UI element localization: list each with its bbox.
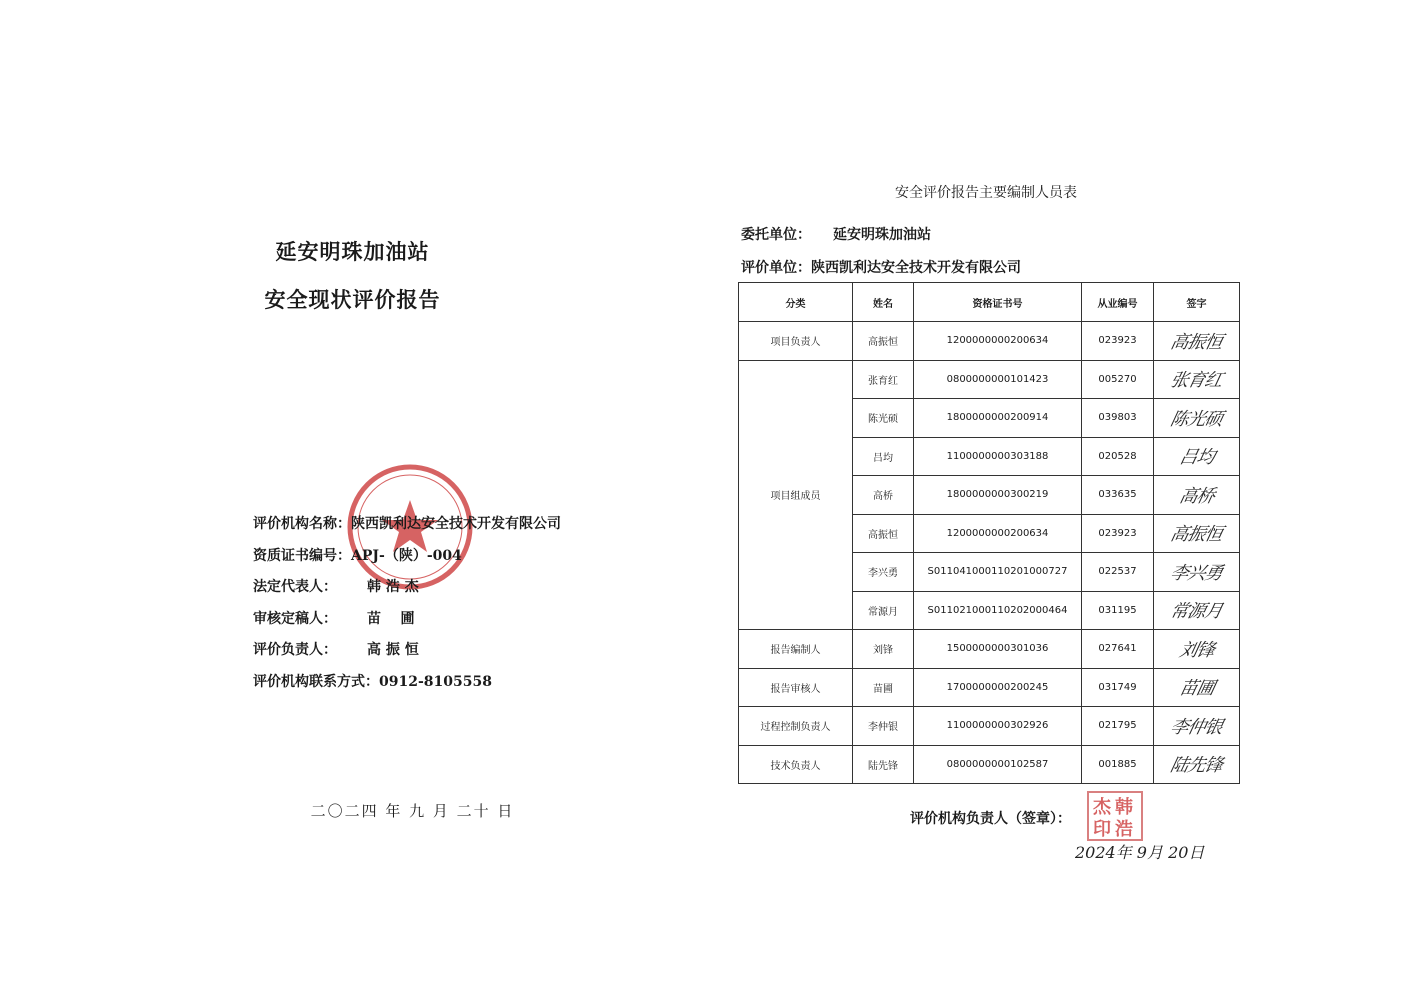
cert-cell: S011021000110202000464 (914, 591, 1082, 630)
handwritten-signature: 高桥 (1176, 485, 1216, 507)
table-row (739, 360, 1240, 399)
signature-cell (1154, 514, 1240, 553)
cover-page (0, 0, 705, 1001)
staff-table (738, 282, 1240, 784)
cert-cell: 1100000000303188 (914, 437, 1082, 476)
signature-cell (1154, 630, 1240, 669)
name-cell: 高桥 (853, 476, 914, 515)
table-row (739, 630, 1240, 669)
handwritten-signature: 苗圃 (1176, 678, 1216, 700)
signature-cell (1154, 668, 1240, 707)
cert-cell: 1200000000200634 (914, 322, 1082, 361)
cert-cell: 1700000000200245 (914, 668, 1082, 707)
org-info (253, 514, 561, 703)
handwritten-signature: 刘锋 (1176, 639, 1216, 661)
practice-no-cell: 031749 (1082, 668, 1154, 707)
name-cell: 常源月 (853, 591, 914, 630)
handwritten-signature: 张育红 (1168, 370, 1224, 392)
cert-cell: S011041000110201000727 (914, 553, 1082, 592)
evaluation-unit: 评价单位：陕西凯利达安全技术开发有限公司 (741, 260, 1021, 276)
table-header-row (739, 283, 1240, 322)
handwritten-signature: 李兴勇 (1168, 562, 1224, 584)
signature-cell (1154, 707, 1240, 746)
header-name: 姓名 (853, 283, 914, 322)
name-cell: 陆先锋 (853, 745, 914, 784)
info-legal-rep: 法定代表人： 韩 浩 杰 (253, 579, 419, 595)
name-cell: 张育红 (853, 360, 914, 399)
header-category: 分类 (739, 283, 853, 322)
table-row (739, 668, 1240, 707)
category-cell: 报告审核人 (739, 668, 853, 707)
name-cell: 高振恒 (853, 322, 914, 361)
name-cell: 苗圃 (853, 668, 914, 707)
cert-cell: 0800000000102587 (914, 745, 1082, 784)
category-cell: 项目组成员 (739, 360, 853, 630)
practice-no-cell: 039803 (1082, 399, 1154, 438)
info-cert-no: 资质证书编号：APJ-（陕）-004 (253, 547, 462, 564)
signature-cell (1154, 360, 1240, 399)
header-cert: 资格证书号 (914, 283, 1082, 322)
practice-no-cell: 033635 (1082, 476, 1154, 515)
signature-date: 2024年 9月 20日 (1075, 843, 1205, 862)
practice-no-cell: 021795 (1082, 707, 1154, 746)
signature-cell (1154, 745, 1240, 784)
table-row (739, 745, 1240, 784)
handwritten-signature: 高振恒 (1168, 331, 1224, 353)
practice-no-cell: 027641 (1082, 630, 1154, 669)
signature-cell (1154, 399, 1240, 438)
signature-cell (1154, 591, 1240, 630)
signature-cell (1154, 553, 1240, 592)
signature-cell (1154, 437, 1240, 476)
personal-seal-icon: 韩 浩 杰 印 (1087, 791, 1143, 841)
name-cell: 刘锋 (853, 630, 914, 669)
practice-no-cell: 023923 (1082, 322, 1154, 361)
cert-cell: 1200000000200634 (914, 514, 1082, 553)
category-cell: 项目负责人 (739, 322, 853, 361)
handwritten-signature: 陈光硕 (1168, 408, 1224, 430)
header-signature: 签字 (1154, 283, 1240, 322)
cover-date: 二〇二四 年 九 月 二十 日 (310, 802, 515, 820)
cert-cell: 1100000000302926 (914, 707, 1082, 746)
category-cell: 报告编制人 (739, 630, 853, 669)
handwritten-signature: 陆先锋 (1168, 755, 1224, 777)
name-cell: 李仲银 (853, 707, 914, 746)
handwritten-signature: 高振恒 (1168, 524, 1224, 546)
cert-cell: 1500000000301036 (914, 630, 1082, 669)
staff-table-title: 安全评价报告主要编制人员表 (895, 185, 1077, 201)
signature-cell (1154, 476, 1240, 515)
practice-no-cell: 020528 (1082, 437, 1154, 476)
handwritten-signature: 李仲银 (1168, 716, 1224, 738)
category-cell: 过程控制负责人 (739, 707, 853, 746)
name-cell: 李兴勇 (853, 553, 914, 592)
info-eval-leader: 评价负责人： 高 振 恒 (253, 642, 419, 658)
table-row (739, 707, 1240, 746)
staff-page (705, 0, 1415, 1001)
practice-no-cell: 022537 (1082, 553, 1154, 592)
practice-no-cell: 005270 (1082, 360, 1154, 399)
cert-cell: 0800000000101423 (914, 360, 1082, 399)
name-cell: 高振恒 (853, 514, 914, 553)
report-title: 安全现状评价报告 (264, 287, 441, 312)
info-org-name: 评价机构名称：陕西凯利达安全技术开发有限公司 (253, 516, 561, 532)
cert-cell: 1800000000200914 (914, 399, 1082, 438)
header-practice-no: 从业编号 (1082, 283, 1154, 322)
signature-cell (1154, 322, 1240, 361)
table-row (739, 322, 1240, 361)
practice-no-cell: 031195 (1082, 591, 1154, 630)
name-cell: 陈光硕 (853, 399, 914, 438)
info-reviewer: 审核定稿人： 苗 圃 (253, 610, 415, 627)
category-cell: 技术负责人 (739, 745, 853, 784)
cert-cell: 1800000000300219 (914, 476, 1082, 515)
entrust-unit: 委托单位： 延安明珠加油站 (741, 227, 931, 243)
name-cell: 吕均 (853, 437, 914, 476)
handwritten-signature: 常源月 (1168, 601, 1224, 623)
practice-no-cell: 023923 (1082, 514, 1154, 553)
station-title: 延安明珠加油站 (275, 239, 430, 264)
practice-no-cell: 001885 (1082, 745, 1154, 784)
org-leader-signature-label: 评价机构负责人（签章）： (910, 811, 1071, 827)
info-contact: 评价机构联系方式：0912-8105558 (253, 673, 492, 690)
handwritten-signature: 吕均 (1176, 447, 1216, 469)
